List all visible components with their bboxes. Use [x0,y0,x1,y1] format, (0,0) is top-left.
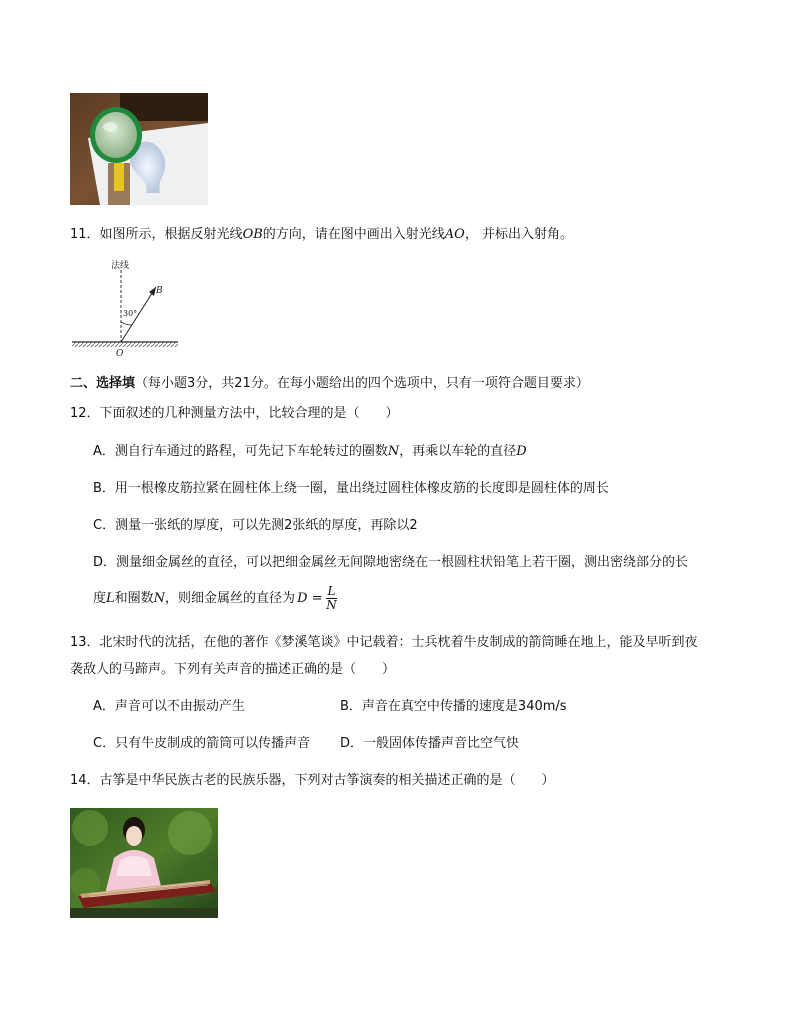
q12-d-text-c: ，则细金属丝的直径为 [165,591,296,606]
question-12-stem: 12．下面叙述的几种测量方法中，比较合理的是（ ） [70,406,399,421]
section-2-header [70,375,589,393]
q12-d-text-b: 和圈数 [114,591,154,606]
section-2-title: 二、选择填 [70,376,136,391]
q13-option-c: C．只有牛皮制成的箭筒可以传播声音 [93,736,311,751]
magnifier-photo-art [70,93,208,205]
q13-option-a: A．声音可以不由振动产生 [93,699,245,714]
q11-ray-ob: OB [242,227,263,242]
point-b-label: B [156,286,163,296]
question-14-stem: 14．古筝是中华民族古老的民族乐器，下列对古筝演奏的相关描述正确的是（ ） [70,773,555,788]
q13-option-b: B．声音在真空中传播的速度是340m/s [340,699,567,714]
point-o-label: O [116,349,124,359]
guzheng-photo [70,808,218,918]
q12-a-var2: D [516,444,527,459]
q11-number: 11． [70,227,100,242]
question-13-stem-line2: 袭敌人的马蹄声。下列有关声音的描述正确的是（ ） [70,662,396,677]
q11-text-a: 如图所示，根据反射光线 [99,227,243,242]
q12-option-d-line2 [93,584,337,614]
fraction-denominator: N [326,598,337,612]
q12-a-var: N [387,444,400,459]
q12-d-fraction [326,585,338,612]
q13-option-d: D．一般固体传播声音比空气快 [340,736,520,751]
section-2-desc: （每小题3分，共21分。在每小题给出的四个选项中，只有一项符合题目要求） [135,376,589,391]
guzheng-photo-art [70,808,218,918]
q11-ray-ao: AO [444,227,465,242]
q12-option-b: B．用一根橡皮筋拉紧在圆柱体上绕一圈，量出绕过圆柱体橡皮筋的长度即是圆柱体的周长 [93,481,609,496]
q12-a-text: A．测自行车通过的路程，可先记下车轮转过的圈数 [93,444,388,459]
question-13-stem-line1: 13．北宋时代的沈括，在他的著作《梦溪笔谈》中记载着：士兵枕着牛皮制成的箭筒睡在地上，能及早听到夜 [70,635,698,650]
fraction-numerator: L [327,584,336,598]
q12-d-text-a: 度 [93,591,107,606]
normal-label: 法线 [111,261,130,271]
q12-option-a [93,443,527,461]
magnifier-photo [70,93,208,205]
reflection-diagram-art [70,256,182,360]
reflection-diagram [70,256,182,360]
question-11 [70,226,573,244]
q11-text-b: 的方向，请在图中画出入射光线 [262,227,445,242]
q12-option-d-line1: D．测量细金属丝的直径，可以把细金属丝无间隙地密绕在一根圆柱状铅笔上若干圈，测出密绕部分的长 [93,555,689,570]
q12-d-L: L [106,591,115,606]
q12-d-N: N [153,591,166,606]
angle-arc [121,322,132,325]
mirror-hatch [72,342,178,347]
q11-text-c: ， 并标出入射角。 [464,227,573,242]
q12-a-text2: ，再乘以车轮的直径 [399,444,517,459]
q12-d-formula-lhs: D = [297,591,323,606]
angle-label: 30° [123,309,138,318]
reflected-ray-arrow [149,287,156,296]
q12-option-c: C．测量一张纸的厚度，可以先测2张纸的厚度，再除以2 [93,518,418,533]
